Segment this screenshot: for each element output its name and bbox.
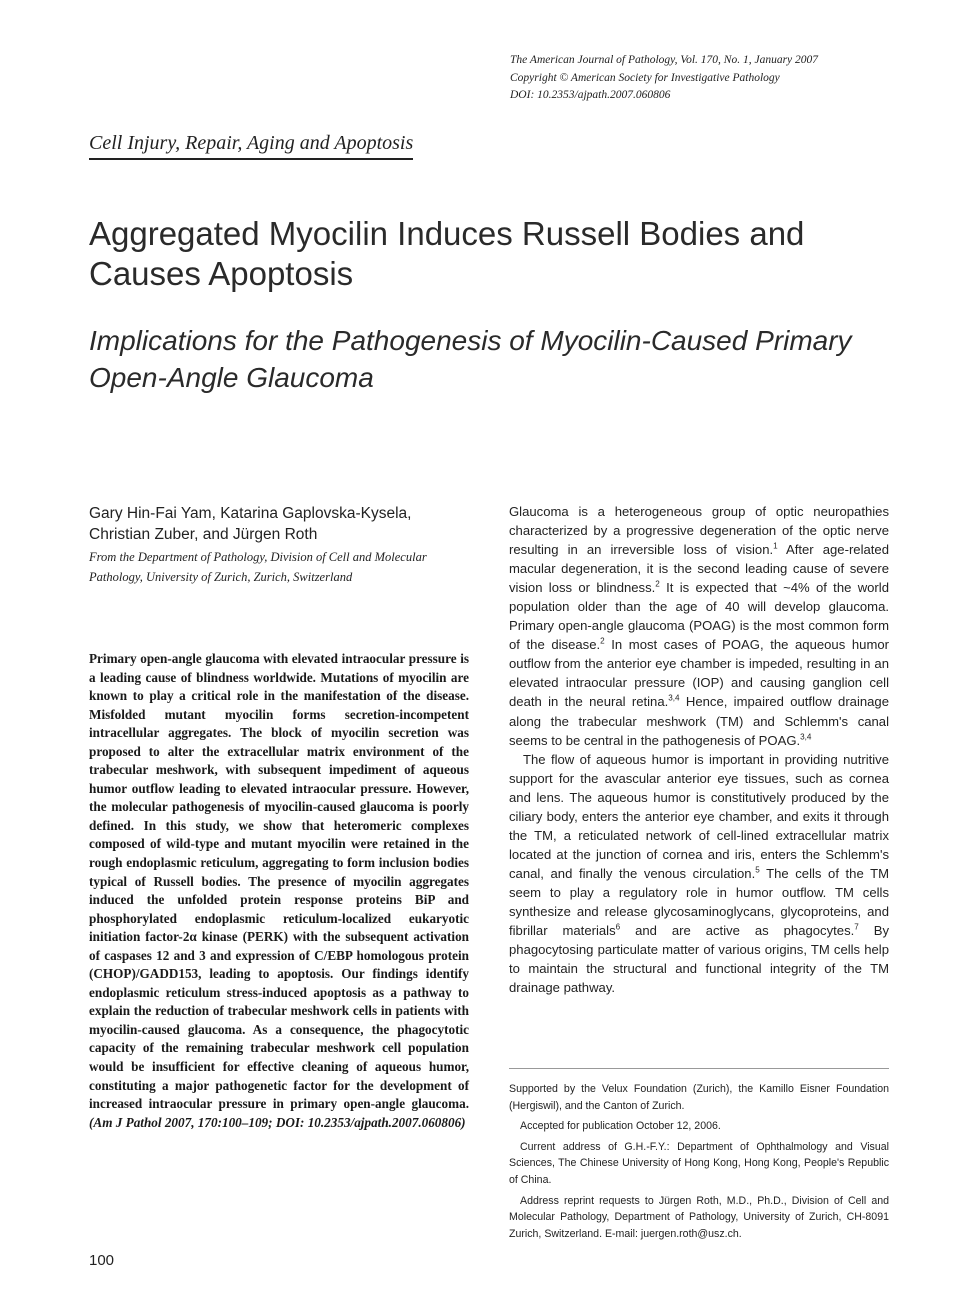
page-number: 100	[89, 1252, 115, 1269]
citation-ref: 3,4	[800, 732, 812, 742]
author-affiliation: From the Department of Pathology, Division of Cell and Molecular Pathology, University of Zurich, Zurich, Switzerland	[89, 550, 427, 584]
body-sentence: After age-related macular degeneration, it is the second leading cause of severe vision loss or blindness.	[509, 542, 889, 596]
body-sentence: Hence, impaired outflow drainage along the trabecular meshwork (TM) and Schlemm's canal seems to be central in the pathogenesis of POAG.	[509, 694, 889, 748]
current-address-note: Current address of G.H.-F.Y.: Department of Ophthalmology and Visual Sciences, The Chinese University of Hong Kong, Hong Kong, People's Republic of China.	[509, 1140, 889, 1186]
journal-citation: The American Journal of Pathology, Vol. 170, No. 1, January 2007	[510, 54, 819, 66]
body-sentence: The cells of the TM seem to play a regulatory role in humor outflow. TM cells synthesize and release glycosaminoglycans, glycoproteins, and fibrillar materials	[509, 865, 890, 939]
article-subtitle: Implications for the Pathogenesis of Myocilin-Caused Primary Open-Angle Glaucoma	[89, 325, 852, 393]
article-body	[509, 502, 889, 997]
citation-ref: 7	[854, 922, 859, 932]
citation-ref: 2	[600, 636, 605, 646]
reprint-request-note: Address reprint requests to Jürgen Roth, M.D., Ph.D., Division of Cell and Molecular Pathology, Department of Pathology, University of Zurich, CH-8091 Zurich, Switzerland. E-mail: juergen.roth@usz.ch.	[509, 1194, 889, 1240]
citation-ref: 5	[755, 865, 760, 875]
body-paragraph-2	[509, 750, 889, 998]
citation-ref: 6	[615, 922, 621, 932]
body-sentence: By phagocytosing particulate matter of various origins, TM cells help to maintain the structural and functional integrity of the TM drainage pathway.	[509, 923, 890, 996]
footnote-divider	[509, 1068, 889, 1069]
abstract-citation: (Am J Pathol 2007, 170:100–109; DOI: 10.2353/ajpath.2007.060806)	[89, 1114, 466, 1130]
citation-ref: 2	[655, 579, 660, 589]
accepted-date: Accepted for publication October 12, 2006.	[520, 1120, 721, 1133]
body-sentence: It is expected that ~4% of the world population older than the age of 40 will develop glaucoma. Primary open-angle glaucoma (POAG) is the most common form of the disease.	[509, 580, 889, 653]
body-sentence: Glaucoma is a heterogeneous group of optic neuropathies characterized by a progressive degeneration of the optic nerve resulting in an irreversible loss of vision.	[509, 504, 889, 558]
author-list: Gary Hin-Fai Yam, Katarina Gaplovska-Kysela, Christian Zuber, and Jürgen Roth	[89, 505, 412, 543]
section-header: Cell Injury, Repair, Aging and Apoptosis	[89, 132, 413, 160]
journal-doi: DOI: 10.2353/ajpath.2007.060806	[510, 89, 671, 101]
body-sentence: In most cases of POAG, the aqueous humor outflow from the anterior eye chamber is impeded, resulting in an elevated intraocular pressure (IOP) and causing ganglion cell death in the neural retina.	[509, 637, 889, 710]
abstract-text: Primary open-angle glaucoma with elevated intraocular pressure is a leading cause of blindness worldwide. Mutations of myocilin are known to play a critical role in the manifestation of the disease. Misfolded mutant myocilin forms secretion-incompetent intracellular aggregates. The block of myocilin secretion was proposed to alter the extracellular matrix environment of the trabecular meshwork, with subsequent impediment of aqueous humor outflow leading to elevated intraocular pressure. However, the molecular pathogenesis of myocilin-caused glaucoma is poorly defined. In this study, we show that heteromeric complexes composed of wild-type and mutant myocilin were retained in the rough endoplasmic reticulum, aggregating to form inclusion bodies typical of Russell bodies. The presence of myocilin aggregates induced the unfolded protein response proteins BiP and phosphorylated endoplasmic reticulum-localized eukaryotic initiation factor-2α kinase (PERK) with the subsequent activation of caspases 12 and 3 and expression of C/EBP homologous protein (CHOP)/GADD153, leading to apoptosis. Our findings identify endoplasmic reticulum stress-induced apoptosis as a pathway to explain the reduction of trabecular meshwork cells in patients with myocilin-caused glaucoma. As a consequence, the phagocytotic capacity of the remaining trabecular meshwork cell population would be insufficient for effective cleaning of aqueous humor, constituting a major pathogenetic factor for the development of increased intraocular pressure in primary open-angle glaucoma.	[89, 651, 469, 1112]
body-sentence: and are active as phagocytes.	[620, 923, 855, 939]
footnotes	[509, 1081, 889, 1246]
citation-ref: 3,4	[668, 694, 680, 704]
body-paragraph-1	[509, 502, 889, 750]
body-sentence: The flow of aqueous humor is important in providing nutritive support for the avascular anterior eye tissues, such as cornea and lens. The aqueous humor is constitutively produced by the ciliary body, enters the anterior eye chamber, and exits it through the TM, a reticulated network of cell-lined extracellular matrix located at the junction of cornea and iris, enters the Schlemm's canal, and finally the venous circulation.	[509, 751, 889, 881]
journal-info	[510, 52, 818, 105]
citation-ref: 1	[773, 541, 778, 551]
journal-copyright: Copyright © American Society for Investigative Pathology	[510, 71, 780, 84]
abstract	[89, 650, 469, 1132]
funding-note: Supported by the Velux Foundation (Zurich), the Kamillo Eisner Foundation (Hergiswil), and the Canton of Zurich.	[509, 1083, 889, 1112]
article-title: Aggregated Myocilin Induces Russell Bodies and Causes Apoptosis	[89, 215, 805, 292]
